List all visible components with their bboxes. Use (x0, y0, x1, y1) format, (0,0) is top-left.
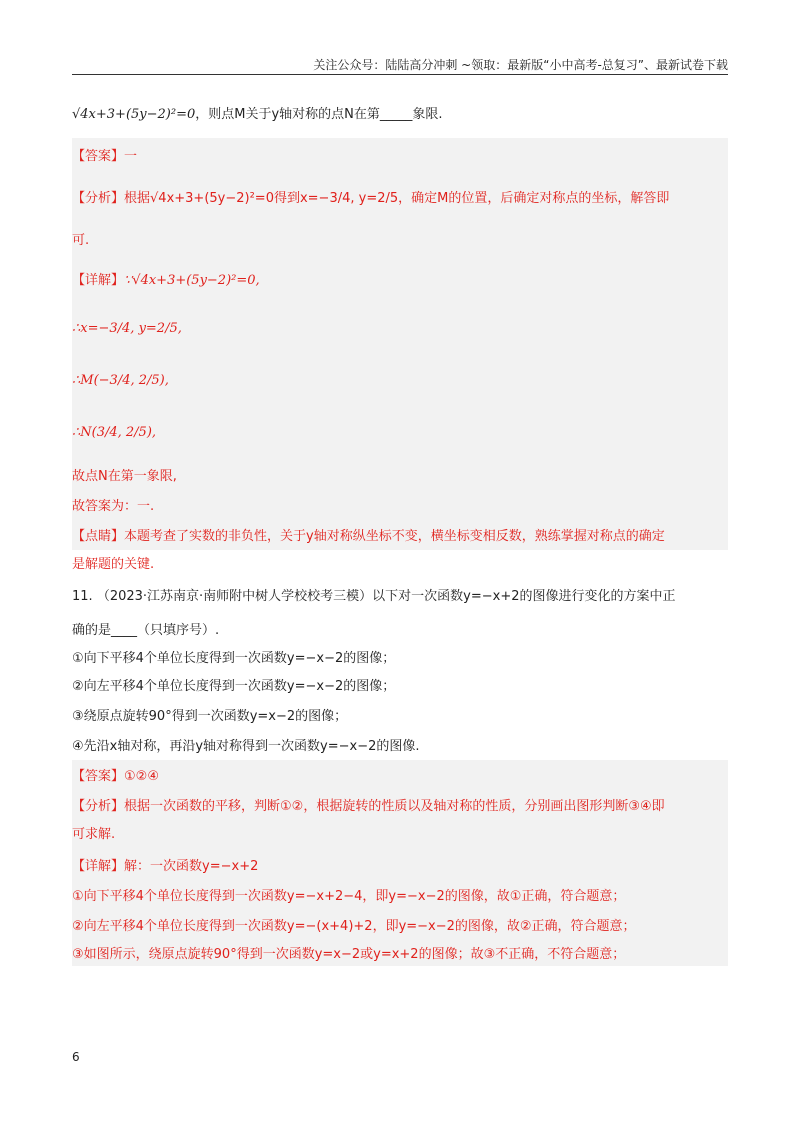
q10-stem-text: ，则点M关于y轴对称的点N在第_____象限. (195, 107, 443, 122)
q10-comment-line2: 是解题的关键. (72, 557, 155, 572)
analysis-tag: 【分析】 (72, 191, 125, 206)
q10-detail-line3: ∴M(−3/4, 2/5), (72, 373, 169, 388)
q10-detail-line5: 故点N在第一象限, (72, 469, 177, 484)
q10-detail-line6: 故答案为：一. (72, 499, 155, 514)
q11-detail-line2: ①向下平移4个单位长度得到一次函数y=−x+2−4，即y=−x−2的图像，故①正确，符合题意； (72, 889, 626, 904)
answer-text: ①②④ (124, 769, 159, 784)
comment-text: 本题考查了实数的非负性，关于y轴对称纵坐标不变，横坐标变相反数，熟练掌握对称点的确定 (124, 529, 665, 544)
header-rule (72, 74, 728, 75)
q10-stem-math: √4x+3+(5y−2)²=0 (72, 107, 196, 122)
analysis-tag: 【分析】 (72, 799, 125, 814)
q11-option-4: ④先沿x轴对称，再沿y轴对称得到一次函数y=−x−2的图像. (72, 739, 420, 754)
answer-text: 一 (124, 149, 138, 164)
detail-eq1: ∵√4x+3+(5y−2)²=0, (124, 273, 260, 288)
q11-answer (72, 768, 728, 786)
page-header: 关注公众号：陆陆高分冲刺 ~领取：最新版“小中高考-总复习”、最新试卷下载 (313, 58, 728, 72)
q10-stem (72, 106, 728, 124)
analysis-text: 根据√4x+3+(5y−2)²=0得到x=−3/4, y=2/5，确定M的位置，后确定对称点的坐标，解答即 (124, 191, 670, 206)
q10-comment-line1 (72, 528, 728, 546)
q11-option-1: ①向下平移4个单位长度得到一次函数y=−x−2的图像； (72, 651, 396, 666)
q11-analysis-line2: 可求解. (72, 827, 116, 842)
q11-stem-line1 (72, 588, 728, 606)
q11-detail-line4: ③如图所示，绕原点旋转90°得到一次函数y=x−2或y=x+2的图像；故③不正确，不符合题意； (72, 947, 626, 962)
q11-detail-line3: ②向左平移4个单位长度得到一次函数y=−(x+4)+2，即y=−x−2的图像，故②正确，符合题意； (72, 919, 636, 934)
detail-tag: 【详解】 (72, 859, 125, 874)
detail-text: 解：一次函数y=−x+2 (124, 859, 259, 874)
q11-option-3: ③绕原点旋转90°得到一次函数y=x−2的图像； (72, 709, 348, 724)
detail-tag: 【详解】 (72, 273, 125, 288)
q10-analysis-line2: 可. (72, 233, 90, 248)
q10-analysis-line1 (72, 190, 728, 208)
page-number: 6 (72, 1050, 80, 1064)
q11-analysis-line1 (72, 798, 728, 816)
answer-tag: 【答案】 (72, 149, 125, 164)
q11-stem-line2: 确的是____（只填序号）. (72, 623, 220, 638)
q11-number: 11. (72, 589, 93, 604)
q10-detail-line1 (72, 272, 728, 290)
q10-answer (72, 148, 728, 166)
q11-text1: （2023·江苏南京·南师附中树人学校校考三模）以下对一次函数y=−x+2的图像进行变化的方案中正 (96, 589, 676, 604)
q11-detail-line1 (72, 858, 728, 876)
analysis-text: 根据一次函数的平移，判断①②，根据旋转的性质以及轴对称的性质，分别画出图形判断③④即 (124, 799, 665, 814)
q10-detail-line4: ∴N(3/4, 2/5), (72, 425, 157, 440)
q11-option-2: ②向左平移4个单位长度得到一次函数y=−x−2的图像； (72, 679, 396, 694)
answer-tag: 【答案】 (72, 769, 125, 784)
comment-tag: 【点睛】 (72, 529, 125, 544)
q10-detail-line2: ∴x=−3/4, y=2/5, (72, 321, 182, 336)
